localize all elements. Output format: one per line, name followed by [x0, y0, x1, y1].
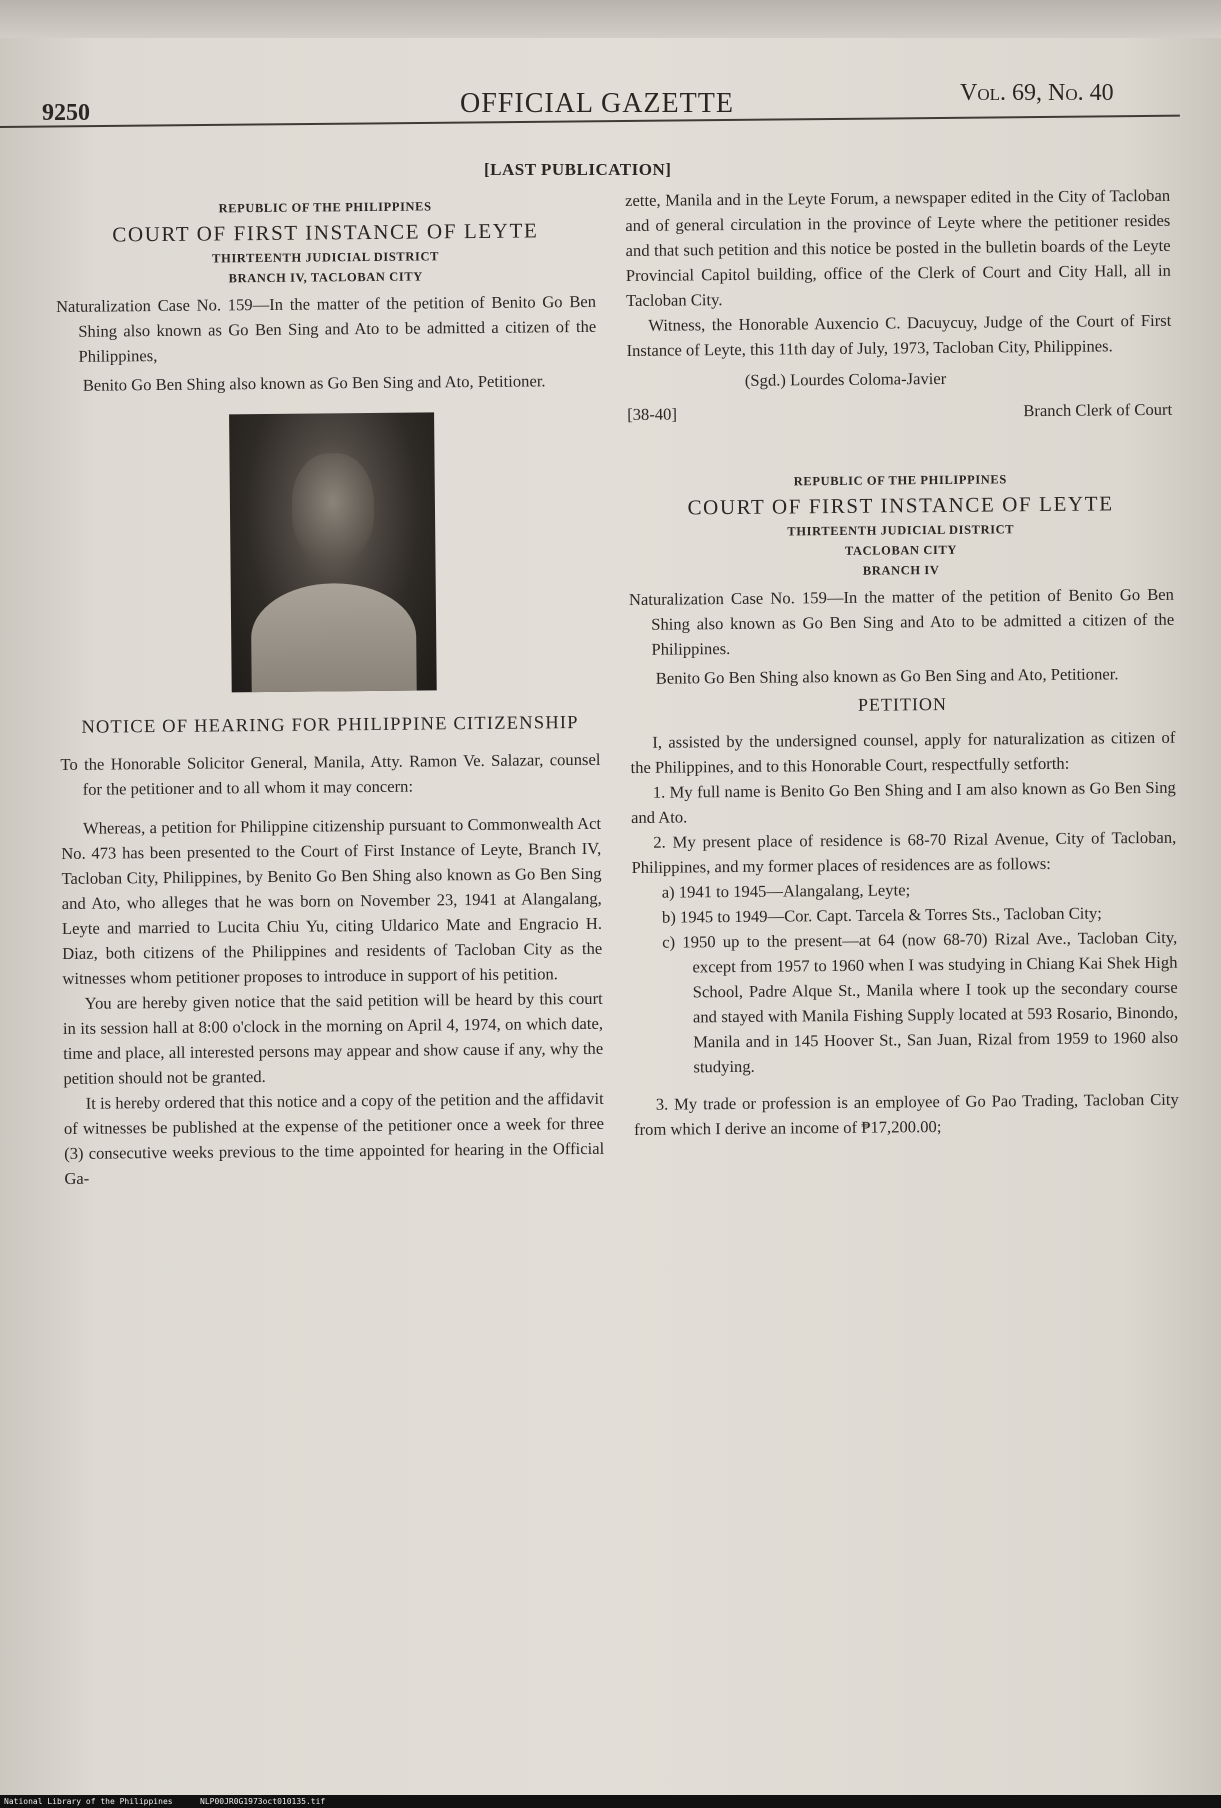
addressee: To the Honorable Solicitor General, Manila, Atty. Ramon Ve. Salazar, counsel for the petitioner and to all whom it may concern: — [60, 749, 601, 799]
notice-paragraph: You are hereby given notice that the said petition will be heard by this court in its session hall at 8:00 o'clock in the morning on April 4, 1974, on which date, time and place, all interested persons may appear and show cause if any, why the petition should not be granted. — [62, 988, 604, 1088]
last-publication-label: [LAST PUBLICATION] — [484, 160, 672, 179]
petition-intro: I, assisted by the undersigned counsel, apply for naturalization as citizen of the Philippines, and to this Honorable Court, respectfully setforth: — [630, 727, 1176, 777]
left-column — [55, 195, 604, 1191]
order-paragraph: It is hereby ordered that this notice and a copy of the petition and the affidavit of witnesses be published at the expense of the petitioner once a week for three (3) consecutive weeks previous to the time appointed for hearing in the Official Ga- — [63, 1088, 605, 1188]
district-heading: THIRTEENTH JUDICIAL DISTRICT — [212, 249, 440, 266]
whereas-paragraph: Whereas, a petition for Philippine citizenship pursuant to Commonwealth Act No. 473 has been presented to the Court of First Instance of Leyte, Branch IV, Tacloban City, Philippines, by Benito Go Ben Shing also known as Go Ben Sing and Ato, who alleges that he was born on November 23, 1941 at Alangalang, Leyte and married to Lucita Chiu Yu, citing Uldarico Mate and Engracio H. Diaz, both citizens of the Philippines and residents of Tacloban City as the witnesses whom petitioner proposes to introduce in support of his petition. — [61, 813, 603, 988]
reference-number: [38-40] — [627, 404, 678, 424]
file-name: NLP00JR0G1973oct010135.tif — [200, 1797, 326, 1806]
right-column — [625, 183, 1179, 1142]
petitioner-photo — [229, 412, 437, 692]
city-heading: TACLOBAN CITY — [844, 542, 958, 558]
petition-title: PETITION — [857, 693, 948, 715]
district-heading-2: THIRTEENTH JUDICIAL DISTRICT — [787, 522, 1015, 539]
republic-heading: REPUBLIC OF THE PHILIPPINES — [218, 199, 432, 216]
petitioner-caption-2: Benito Go Ben Shing also known as Go Ben Sing and Ato, Petitioner. — [655, 664, 1119, 688]
photo-face — [291, 453, 374, 562]
publication-title: OFFICIAL GAZETTE — [460, 88, 734, 119]
residence-b: b) 1945 to 1949—Cor. Capt. Tarcela & Torres Sts., Tacloban City; — [661, 903, 1102, 927]
signature-block — [627, 397, 1172, 427]
scan-top-shadow — [0, 0, 1221, 38]
petition-item-3: 3. My trade or profession is an employee of Go Pao Trading, Tacloban City from which I derive an income of ₱17,200.00; — [633, 1089, 1179, 1139]
branch-heading: BRANCH IV, TACLOBAN CITY — [228, 269, 423, 286]
volume-label: Vol. 69, No. 40 — [960, 80, 1114, 106]
signature-line: (Sgd.) Lourdes Coloma-Javier — [744, 368, 947, 390]
residence-a: a) 1941 to 1945—Alangalang, Leyte; — [661, 880, 911, 902]
case-caption: Naturalization Case No. 159—In the matter of the petition of Benito Go Ben Shing also known as Go Ben Sing and Ato to be admitted a citizen of the Philippines, — [55, 291, 597, 366]
petition-item-1: 1. My full name is Benito Go Ben Shing and I am also known as Go Ben Sing and Ato. — [630, 777, 1176, 827]
page-number: 9250 — [42, 100, 90, 126]
library-credit: National Library of the Philippines — [4, 1797, 173, 1806]
petition-item-2: 2. My present place of residence is 68-70 Rizal Avenue, City of Tacloban, Philippines, and my former places of residences are as follows: — [631, 827, 1177, 877]
court-heading-2: COURT OF FIRST INSTANCE OF LEYTE — [687, 491, 1114, 520]
petitioner-caption: Benito Go Ben Shing also known as Go Ben Sing and Ato, Petitioner. — [82, 371, 546, 395]
branch-heading-2: BRANCH IV — [862, 562, 940, 578]
order-continued: zette, Manila and in the Leyte Forum, a newspaper edited in the City of Tacloban and of general circulation in the province of Leyte where the petitioner resides and that such petition and this notice be posted in the bulletin boards of the Leyte Provincial Capitol building, office of the Clerk of Court and City Hall, all in Tacloban City. — [625, 185, 1171, 310]
scan-footer-band — [0, 1795, 1221, 1808]
section-gap — [627, 422, 1172, 473]
witness-paragraph: Witness, the Honorable Auxencio C. Dacuycuy, Judge of the Court of First Instance of Leyte, this 11th day of July, 1973, Tacloban City, Philippines. — [626, 310, 1172, 360]
notice-title: NOTICE OF HEARING FOR PHILIPPINE CITIZENSHIP — [81, 712, 579, 738]
residence-c: c) 1950 up to the present—at 64 (now 68-70) Rizal Ave., Tacloban City, except from 1957 to 1960 when I was studying in Chiang Kai Shek High School, Padre Alque St., Manila where I took up the secondary course and stayed with Manila Fishing Supply located at 593 Rosario, Binondo, Manila and in 145 Hoover St., San Juan, Rizal from 1959 to 1960 also studying. — [662, 927, 1179, 1077]
case-caption-2: Naturalization Case No. 159—In the matter of the petition of Benito Go Ben Shing also known as Go Ben Sing and Ato to be admitted a citizen of the Philippines. — [628, 584, 1175, 659]
clerk-title: Branch Clerk of Court — [1023, 399, 1173, 421]
court-heading: COURT OF FIRST INSTANCE OF LEYTE — [112, 218, 539, 247]
photo-shirt — [251, 583, 417, 693]
republic-heading-2: REPUBLIC OF THE PHILIPPINES — [793, 472, 1007, 489]
